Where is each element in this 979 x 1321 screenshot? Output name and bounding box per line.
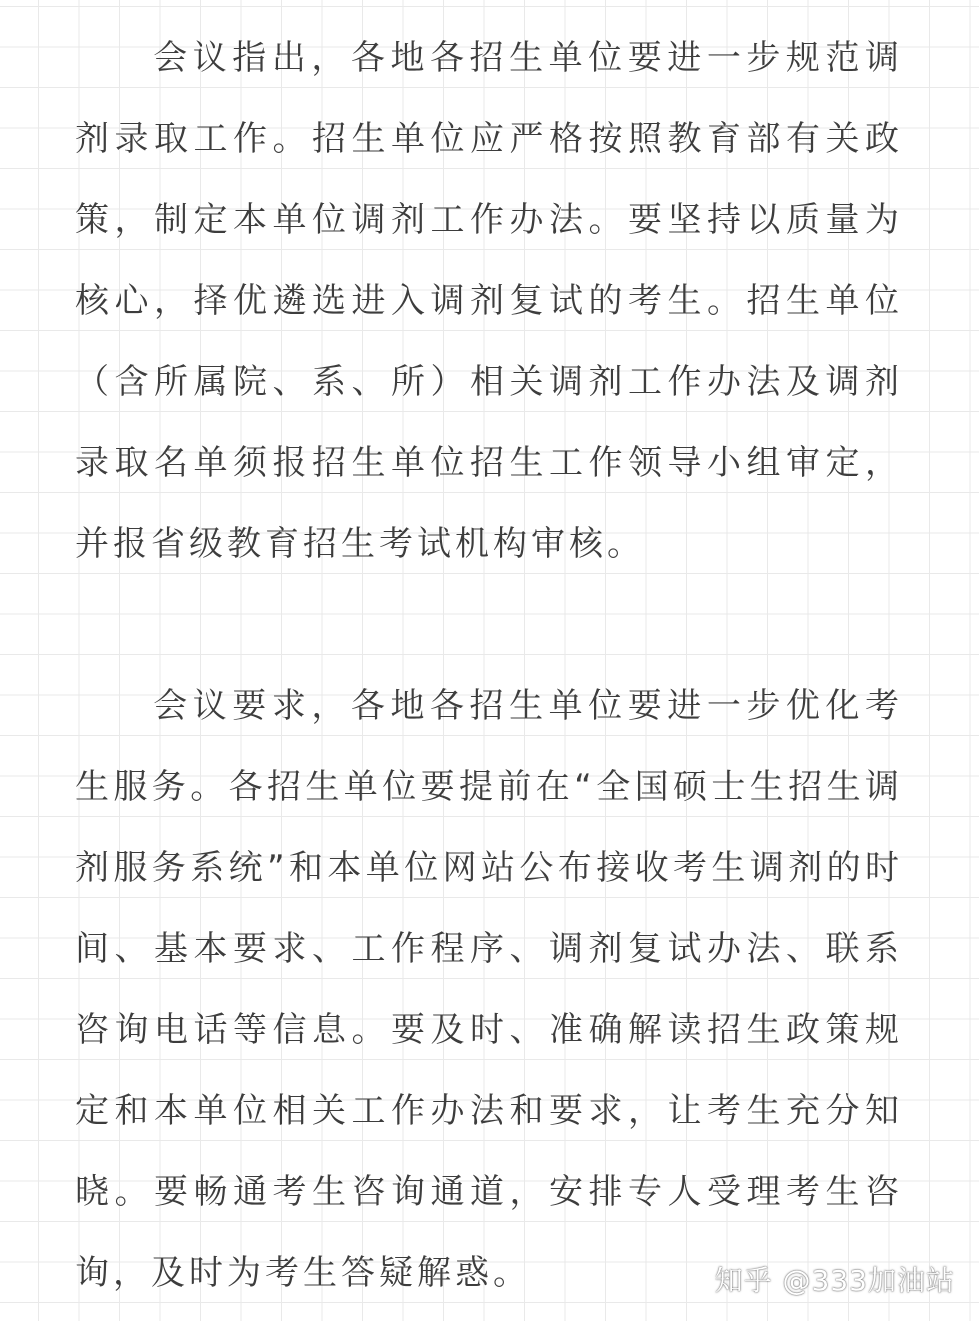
paragraph-adjustment-admission: 会议指出，各地各招生单位要进一步规范调剂录取工作。招生单位应严格按照教育部有关政策，制定本单位调剂工作办法。要坚持以质量为核心，择优遴选进入调剂复试的考生。招生单位（含所属院、系、所）相关调剂工作办法及调剂录取名单须报招生单位招生工作领导小组审定，并报省级教育招生考试机构审核。 — [75, 38, 903, 564]
paragraph-candidate-services: 会议要求，各地各招生单位要进一步优化考生服务。各招生单位要提前在“全国硕士生招生调剂服务系统”和本单位网站公布接收考生调剂的时间、基本要求、工作程序、调剂复试办法、联系咨询电话等信息。要及时、准确解读招生政策规定和本单位相关工作办法和要求，让考生充分知晓。要畅通考生咨询通道，安排专人受理考生咨询，及时为考生答疑解惑。 — [75, 686, 903, 1293]
zhihu-watermark: 知乎 @333加油站 — [714, 1264, 955, 1297]
article-body — [75, 18, 903, 1314]
